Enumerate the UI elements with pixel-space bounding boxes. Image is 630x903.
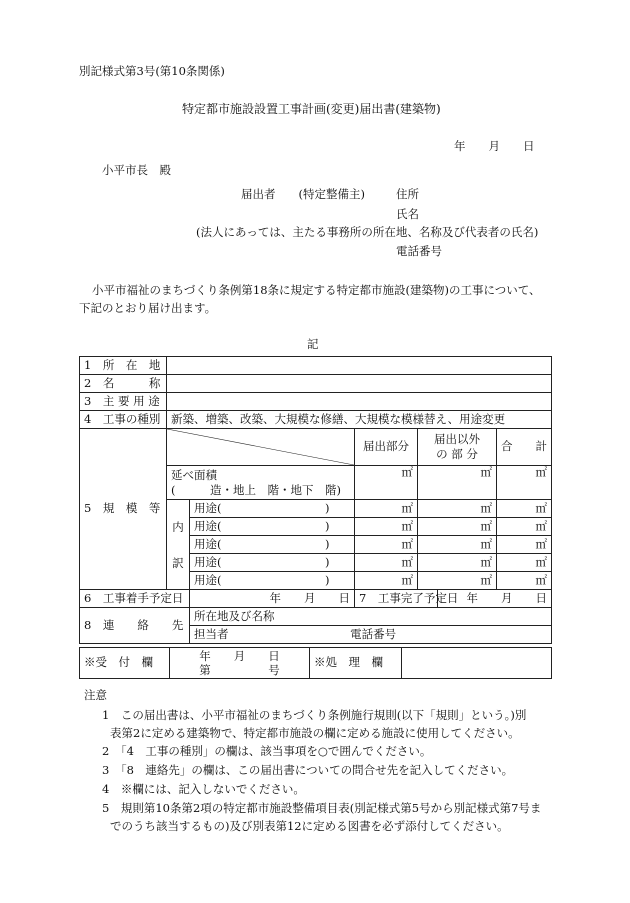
location-label: 1 所 在 地 <box>80 357 167 375</box>
note-4: 4 ※欄には、記入しないでください。 <box>102 782 305 796</box>
contact-location-field[interactable]: 所在地及び名称 <box>190 608 552 626</box>
phone-label: 電話番号 <box>396 244 442 258</box>
use-1-total[interactable]: ㎡ <box>497 500 552 518</box>
use-1-other[interactable]: ㎡ <box>418 500 497 518</box>
note-3: 3 「8 連絡先」の欄は、この届出書についての問合せ先を記入してください。 <box>102 763 514 777</box>
col-other-header <box>418 429 497 466</box>
floor-area-other[interactable]: ㎡ <box>418 466 497 500</box>
process-label: ※処 理 欄 <box>310 648 402 679</box>
col-total-header: 合 計 <box>497 429 552 466</box>
scale-label: 5 規 模 等 <box>80 429 167 590</box>
intro-paragraph-line1: 小平市福祉のまちづくり条例第18条に規定する特定都市施設(建築物)の工事について、 <box>92 283 541 297</box>
use-2-total[interactable]: ㎡ <box>497 518 552 536</box>
date-line: 年 月 日 <box>454 139 535 153</box>
use-4-notify[interactable]: ㎡ <box>355 554 418 572</box>
floor-area-label <box>167 466 355 500</box>
scale-header-row <box>80 429 552 466</box>
notes-heading: 注意 <box>84 688 107 702</box>
floor-area-line1: 延べ面積 <box>171 467 217 482</box>
breakdown-label: 内 訳 <box>167 500 190 590</box>
floor-area-total[interactable]: ㎡ <box>497 466 552 500</box>
diagonal-line <box>167 429 354 465</box>
address-label: 住所 <box>396 187 419 201</box>
note-1-line1: 1 この届出書は、小平市福祉のまちづくり条例施行規則(以下「規則」という。)別 <box>102 708 527 722</box>
use-2-other[interactable]: ㎡ <box>418 518 497 536</box>
contact-label: 8 連 絡 先 <box>80 608 190 644</box>
document-title: 特定都市施設設置工事計画(変更)届出書(建築物) <box>182 102 441 116</box>
use-field-1[interactable]: 用途( ) <box>190 500 355 518</box>
location-value[interactable] <box>167 357 552 375</box>
addressee: 小平市長 殿 <box>102 163 171 177</box>
main-use-value[interactable] <box>167 393 552 411</box>
use-field-5[interactable]: 用途( ) <box>190 572 355 590</box>
name-row-label: 2 名 称 <box>80 375 167 393</box>
end-date-value[interactable]: 年 月 日 <box>438 590 552 608</box>
contact-person-label: 担当者 <box>194 626 229 641</box>
use-5-other[interactable]: ㎡ <box>418 572 497 590</box>
use-5-notify[interactable]: ㎡ <box>355 572 418 590</box>
table-row <box>80 375 552 393</box>
floor-area-notify[interactable]: ㎡ <box>355 466 418 500</box>
receipt-label: ※受 付 欄 <box>80 648 170 679</box>
notification-table <box>79 356 552 644</box>
process-value <box>402 648 552 679</box>
name-row-value[interactable] <box>167 375 552 393</box>
main-use-label: 3 主 要 用 途 <box>80 393 167 411</box>
col-notify-header: 届出部分 <box>355 429 418 466</box>
receipt-number-line: 第 号 <box>199 663 280 677</box>
office-use-row <box>80 648 552 679</box>
notifier-label: 届出者 (特定整備主) <box>241 187 365 201</box>
receipt-date-line: 年 月 日 <box>199 649 280 663</box>
use-3-other[interactable]: ㎡ <box>418 536 497 554</box>
use-4-total[interactable]: ㎡ <box>497 554 552 572</box>
table-row <box>80 411 552 429</box>
use-field-2[interactable]: 用途( ) <box>190 518 355 536</box>
diagonal-cell <box>167 429 355 466</box>
office-use-table <box>79 647 552 679</box>
start-date-label: 6 工事着手予定日 <box>80 590 190 608</box>
ki-heading: 記 <box>307 337 319 351</box>
col-other-line1: 届出以外 <box>434 432 480 446</box>
col-other-line2: の 部 分 <box>436 447 478 461</box>
note-2: 2 「4 工事の種別」の欄は、該当事項を○で囲んでください。 <box>102 744 432 758</box>
table-row <box>80 393 552 411</box>
use-3-notify[interactable]: ㎡ <box>355 536 418 554</box>
use-field-4[interactable]: 用途( ) <box>190 554 355 572</box>
start-date-value[interactable]: 年 月 日 <box>190 590 355 608</box>
work-type-options[interactable]: 新築、増築、改築、大規模な修繕、大規模な模様替え、用途変更 <box>167 411 552 429</box>
use-5-total[interactable]: ㎡ <box>497 572 552 590</box>
contact-phone-label: 電話番号 <box>350 626 397 641</box>
intro-paragraph-line2: 下記のとおり届け出ます。 <box>79 301 217 315</box>
contact-row <box>80 608 552 626</box>
table-row <box>80 357 552 375</box>
end-date-label: 7 工事完了予定日 <box>355 590 438 608</box>
use-2-notify[interactable]: ㎡ <box>355 518 418 536</box>
form-number: 別記様式第3号(第10条関係) <box>79 64 225 78</box>
use-1-notify[interactable]: ㎡ <box>355 500 418 518</box>
name-label: 氏名 <box>396 207 419 221</box>
schedule-row <box>80 590 552 608</box>
note-5-line2: でのうち該当するもの)及び別表第12に定める図書を必ず添付してください。 <box>110 819 509 833</box>
note-1-line2: 表第2に定める建築物で、特定都市施設の欄に定める施設に使用してください。 <box>110 726 520 740</box>
contact-person-field[interactable] <box>190 626 552 644</box>
note-5-line1: 5 規則第10条第2項の特定都市施設整備項目表(別記様式第5号から別記様式第7号ま <box>102 801 542 815</box>
use-field-3[interactable]: 用途( ) <box>190 536 355 554</box>
use-3-total[interactable]: ㎡ <box>497 536 552 554</box>
receipt-date-cell <box>170 648 310 679</box>
floor-area-line2: ( 造・地上 階・地下 階) <box>171 482 341 497</box>
work-type-label: 4 工事の種別 <box>80 411 167 429</box>
corporation-note: (法人にあっては、主たる事務所の所在地、名称及び代表者の氏名) <box>196 225 539 239</box>
use-4-other[interactable]: ㎡ <box>418 554 497 572</box>
